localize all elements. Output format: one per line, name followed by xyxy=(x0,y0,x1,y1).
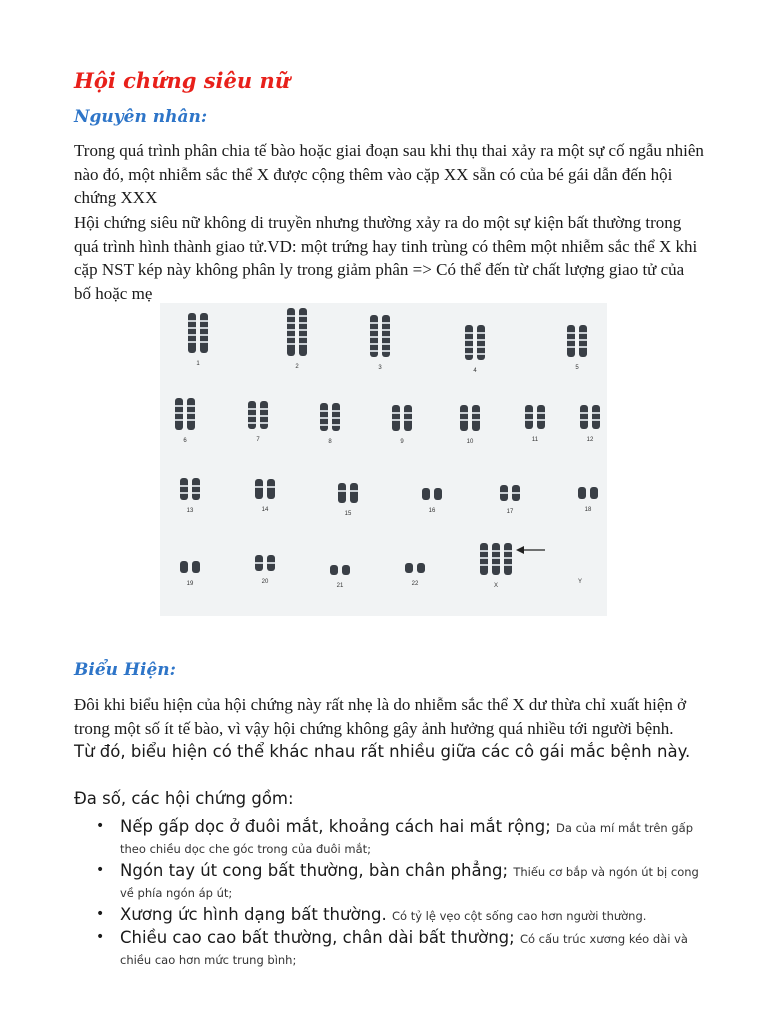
chromosome xyxy=(460,405,468,431)
chromosome-pair-15 xyxy=(338,483,358,517)
chromosome xyxy=(578,487,586,499)
chromosome-band xyxy=(382,343,390,345)
symptoms-paragraph-serif: Đôi khi biểu hiện của hội chứng này rất nhẹ là do nhiễm sắc thể X dư thừa chỉ xuất hiện ở trong một số ít tế bào, vì vậy hội chứng không gây ảnh hưởng quá nhiều tới người bệnh. xyxy=(74,695,687,738)
chromosome-pair-13 xyxy=(180,478,200,514)
chromosome-label: 15 xyxy=(344,511,352,517)
chromosome-band xyxy=(267,562,275,564)
chromosome-band xyxy=(460,412,468,414)
chromosome-band xyxy=(477,339,485,341)
chromosome-band xyxy=(370,329,378,331)
chromosome-pair-22 xyxy=(405,563,425,587)
symptoms-paragraph xyxy=(74,693,699,764)
chromosome xyxy=(405,563,413,573)
chromosome-band xyxy=(287,322,295,324)
chromosome xyxy=(592,405,600,429)
chromosome-pair-9 xyxy=(392,405,412,445)
chromosome-band xyxy=(579,339,587,341)
chromosome-label: 11 xyxy=(531,437,539,443)
section-heading-symptoms: Biểu Hiện: xyxy=(74,660,176,680)
chromosome-band xyxy=(192,485,200,487)
chromosome-band xyxy=(370,343,378,345)
list-item xyxy=(92,861,712,903)
chromosome xyxy=(200,313,208,353)
chromosome-band xyxy=(332,410,340,412)
list-item-note: Thiếu cơ bắp và ngón út bị cong về phía ngón áp út; xyxy=(120,865,699,900)
section-heading-cause: Nguyên nhân: xyxy=(74,107,208,127)
chromosome xyxy=(330,565,338,575)
list-item xyxy=(92,817,712,859)
chromosome-band xyxy=(299,322,307,324)
chromosome-band xyxy=(382,322,390,324)
chromosome-band xyxy=(332,417,340,419)
chromosome-band xyxy=(537,412,545,414)
chromosome-label: 10 xyxy=(466,439,474,445)
chromosome-pair-16 xyxy=(422,488,442,514)
list-item xyxy=(92,928,712,970)
chromosome-band xyxy=(480,564,488,566)
chromosome xyxy=(392,405,400,431)
chromosome-band xyxy=(460,419,468,421)
arrow-head-icon xyxy=(516,546,524,554)
chromosome xyxy=(422,488,430,500)
symptoms-paragraph-sans: Từ đó, biểu hiện có thể khác nhau rất nhiều giữa các cô gái mắc bệnh này. xyxy=(74,742,691,761)
chromosome-band xyxy=(492,550,500,552)
list-item-note: Có tỷ lệ vẹo cột sống cao hơn người thường. xyxy=(391,909,647,923)
chromosome-band xyxy=(370,322,378,324)
chromosome xyxy=(180,561,188,573)
chromosome-band xyxy=(567,339,575,341)
chromosome-label: 8 xyxy=(328,439,332,445)
chromosome-band xyxy=(320,424,328,426)
chromosome xyxy=(417,563,425,573)
chromosome-band xyxy=(392,412,400,414)
chromosome-band xyxy=(338,490,346,492)
chromosome-band xyxy=(200,327,208,329)
chromosome xyxy=(342,565,350,575)
chromosome-band xyxy=(525,419,533,421)
chromosome-band xyxy=(248,408,256,410)
chromosome-pair-21 xyxy=(330,565,350,589)
chromosome-band xyxy=(465,339,473,341)
chromosome xyxy=(192,478,200,500)
chromosome-pair-5 xyxy=(567,325,587,371)
chromosome-band xyxy=(299,315,307,317)
chromosome-band xyxy=(175,419,183,421)
chromosome-band xyxy=(260,415,268,417)
chromosome-band xyxy=(200,320,208,322)
chromosome-label: 16 xyxy=(428,508,436,514)
chromosome-band xyxy=(188,320,196,322)
list-item-main: Ngón tay út cong bất thường, bàn chân phẳng; xyxy=(120,861,509,880)
chromosome-band xyxy=(248,415,256,417)
chromosome-band xyxy=(260,408,268,410)
chromosome xyxy=(338,483,346,503)
chromosome-band xyxy=(579,332,587,334)
chromosome-band xyxy=(382,350,390,352)
chromosome-band xyxy=(188,341,196,343)
chromosome xyxy=(537,405,545,429)
chromosome-band xyxy=(477,332,485,334)
chromosome-label: 9 xyxy=(400,439,404,445)
chromosome-pair-3 xyxy=(370,315,390,371)
chromosome-pair-2 xyxy=(287,308,307,370)
chromosome-label: 20 xyxy=(261,579,269,585)
chromosome-band xyxy=(255,562,263,564)
chromosome-band xyxy=(299,329,307,331)
chromosome-band xyxy=(187,412,195,414)
chromosome-band xyxy=(187,419,195,421)
symptoms-intro: Đa số, các hội chứng gồm: xyxy=(74,789,294,808)
chromosome-band xyxy=(320,410,328,412)
chromosome-band xyxy=(480,557,488,559)
chromosome-band xyxy=(320,417,328,419)
chromosome-pair-X xyxy=(480,543,512,589)
chromosome-pair-17 xyxy=(500,485,520,515)
chromosome-label: 2 xyxy=(295,364,299,370)
chromosome-band xyxy=(175,405,183,407)
chromosome-band xyxy=(592,412,600,414)
chromosome-band xyxy=(370,350,378,352)
chromosome-label: 18 xyxy=(584,507,592,513)
chromosome-band xyxy=(525,412,533,414)
chromosome-band xyxy=(260,422,268,424)
chromosome-label: X xyxy=(493,583,499,589)
chromosome-band xyxy=(332,424,340,426)
chromosome-pair-11 xyxy=(525,405,545,443)
chromosome-pair-7 xyxy=(248,401,268,443)
chromosome-band xyxy=(580,419,588,421)
chromosome-band xyxy=(287,336,295,338)
chromosome-pair-1 xyxy=(188,313,208,367)
chromosome-band xyxy=(370,336,378,338)
chromosome-label: 22 xyxy=(411,581,419,587)
chromosome-band xyxy=(180,492,188,494)
chromosome-band xyxy=(200,334,208,336)
chromosome xyxy=(267,479,275,499)
chromosome-label: 13 xyxy=(186,508,194,514)
list-item-main: Nếp gấp dọc ở đuôi mắt, khoảng cách hai mắt rộng; xyxy=(120,817,551,836)
chromosome-band xyxy=(465,346,473,348)
chromosome-band xyxy=(492,564,500,566)
chromosome-band xyxy=(287,315,295,317)
chromosome-label: 6 xyxy=(183,438,187,444)
chromosome-band xyxy=(567,332,575,334)
chromosome xyxy=(472,405,480,431)
karyotype-chart xyxy=(160,303,607,616)
chromosome-band xyxy=(537,419,545,421)
chromosome-band xyxy=(504,550,512,552)
chromosome xyxy=(404,405,412,431)
chromosome-label: 3 xyxy=(378,365,382,371)
chromosome-pair-14 xyxy=(255,479,275,513)
chromosome xyxy=(590,487,598,499)
chromosome-band xyxy=(175,412,183,414)
chromosome-band xyxy=(382,336,390,338)
cause-paragraph-2: Hội chứng siêu nữ không di truyền nhưng thường xảy ra do một sự kiện bất thường trong quá trình hình thành giao tử.VD: một trứng hay tinh trùng có thêm một nhiễm sắc thể X khi cặp NST kép này không phân ly trong giảm phân => Có thể đến từ chất lượng giao tử của bố hoặc mẹ xyxy=(74,213,698,303)
chromosome-band xyxy=(299,336,307,338)
chromosome-band xyxy=(512,492,520,494)
chromosome-pair-19 xyxy=(180,561,200,587)
chromosome-band xyxy=(504,564,512,566)
chromosome-pair-12 xyxy=(580,405,600,443)
chromosome-band xyxy=(392,419,400,421)
chromosome-band xyxy=(465,332,473,334)
chromosome-label: Y xyxy=(577,579,583,585)
chromosome-band xyxy=(200,341,208,343)
chromosome-band xyxy=(404,419,412,421)
chromosome-label: 21 xyxy=(336,583,344,589)
chromosome-pair-6 xyxy=(175,398,195,444)
chromosome-band xyxy=(287,343,295,345)
chromosome-label: 17 xyxy=(506,509,514,515)
chromosome xyxy=(180,478,188,500)
chromosome-pair-20 xyxy=(255,555,275,585)
chromosome-band xyxy=(592,419,600,421)
chromosome-pair-8 xyxy=(320,403,340,445)
chromosome-band xyxy=(350,490,358,492)
chromosome-band xyxy=(579,346,587,348)
chromosome-band xyxy=(188,327,196,329)
chromosome-band xyxy=(472,412,480,414)
chromosome-band xyxy=(192,492,200,494)
list-item-note: Có cấu trúc xương kéo dài và chiều cao hơn mức trung bình; xyxy=(120,932,688,967)
chromosome-band xyxy=(477,353,485,355)
list-item-note: Da của mí mắt trên gấp theo chiều dọc che góc trong của đuôi mắt; xyxy=(120,821,694,856)
chromosome-label: 14 xyxy=(261,507,269,513)
chromosome-band xyxy=(267,486,275,488)
chromosome xyxy=(255,479,263,499)
chromosome-pair-10 xyxy=(460,405,480,445)
list-item-main: Chiều cao cao bất thường, chân dài bất thường; xyxy=(120,928,515,947)
chromosome-band xyxy=(477,346,485,348)
chromosome-band xyxy=(480,550,488,552)
karyotype-image xyxy=(160,303,607,616)
chromosome-label: 12 xyxy=(586,437,594,443)
chromosome-pair-4 xyxy=(465,325,485,374)
chromosome-pair-18 xyxy=(578,487,598,513)
chromosome-band xyxy=(255,486,263,488)
chromosome-band xyxy=(248,422,256,424)
chromosome-label: 7 xyxy=(256,437,260,443)
chromosome-band xyxy=(404,412,412,414)
chromosome xyxy=(350,483,358,503)
chromosome-band xyxy=(492,557,500,559)
chromosome-band xyxy=(299,343,307,345)
chromosome-label: 1 xyxy=(196,361,200,367)
chromosome-band xyxy=(187,405,195,407)
chromosome-band xyxy=(580,412,588,414)
chromosome-band xyxy=(188,334,196,336)
chromosome-band xyxy=(465,353,473,355)
chromosome-label: 4 xyxy=(473,368,477,374)
list-item xyxy=(92,905,712,926)
chromosome-label: 19 xyxy=(186,581,194,587)
chromosome-label: 5 xyxy=(575,365,579,371)
chromosome-band xyxy=(287,329,295,331)
chromosome xyxy=(434,488,442,500)
chromosome-band xyxy=(472,419,480,421)
chromosome-band xyxy=(382,329,390,331)
chromosome-band xyxy=(180,485,188,487)
page-title: Hội chứng siêu nữ xyxy=(74,68,290,93)
symptoms-list xyxy=(92,817,712,972)
chromosome-band xyxy=(504,557,512,559)
chromosome-band xyxy=(567,346,575,348)
chromosome-band xyxy=(500,492,508,494)
chromosome xyxy=(580,405,588,429)
cause-paragraph-1: Trong quá trình phân chia tế bào hoặc giai đoạn sau khi thụ thai xảy ra một sự cố ngẫu nhiên nào đó, một nhiễm sắc thể X được cộng thêm vào cặp XX sẵn có của bé gái dẫn đến hội chứng XXX xyxy=(74,141,704,207)
chromosome xyxy=(192,561,200,573)
chromosome xyxy=(188,313,196,353)
list-item-main: Xương ức hình dạng bất thường. xyxy=(120,905,387,924)
chromosome xyxy=(525,405,533,429)
